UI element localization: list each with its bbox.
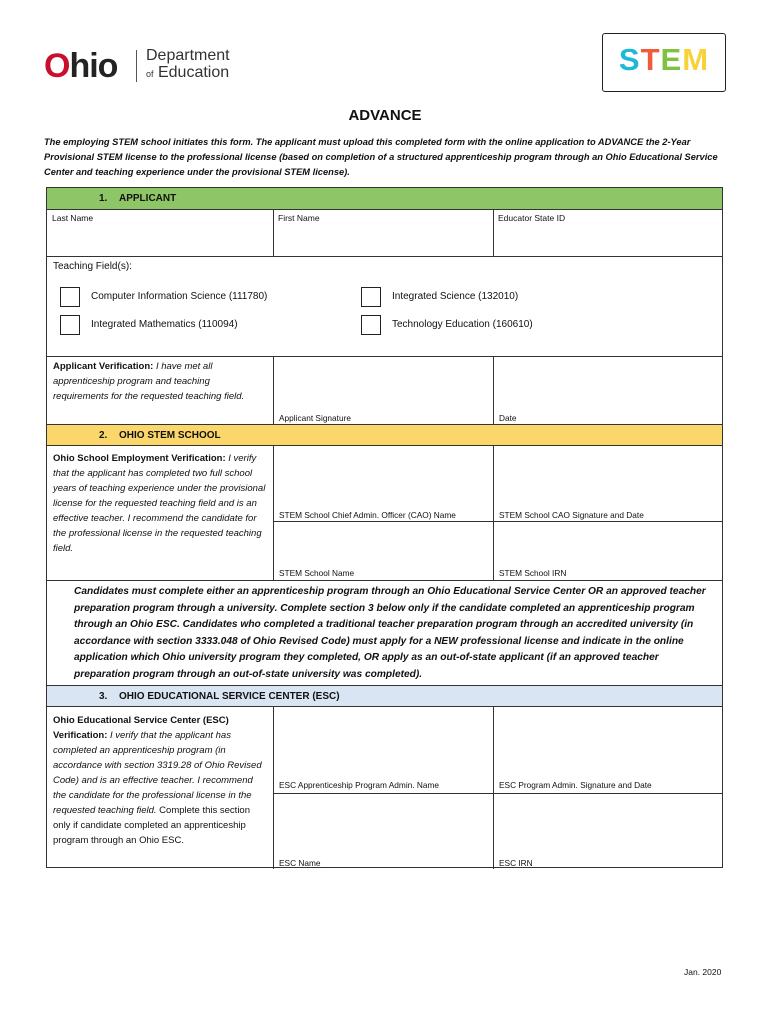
applicant-date-field[interactable] (494, 357, 723, 424)
stem-logo (602, 33, 726, 92)
logo-ohio-text (44, 46, 117, 86)
section1-title: APPLICANT (119, 193, 177, 204)
stem-letter-s: S (618, 42, 641, 77)
esc-verification-tail: Complete this section only if candidate completed an apprenticeship program through an Ohio ESC. (53, 805, 250, 846)
esc-name-label: ESC Name (279, 858, 321, 868)
logo-of: of (146, 69, 154, 79)
teaching-fields-label: Teaching Field(s): (53, 261, 132, 272)
esc-name-field[interactable] (274, 794, 493, 868)
field-label-integrated-mathematics: Integrated Mathematics (110094) (91, 319, 238, 330)
logo-dept-line1: Department (146, 47, 230, 64)
esc-admin-signature-label: ESC Program Admin. Signature and Date (499, 780, 652, 790)
divider (47, 580, 722, 581)
section2-header (47, 424, 722, 446)
esc-admin-name-label: ESC Apprenticeship Program Admin. Name (279, 780, 440, 790)
field-label-integrated-science: Integrated Science (132010) (392, 291, 519, 302)
logo-divider (136, 50, 137, 82)
applicant-verification-body: I have met all apprenticeship program and teaching requirements for the requested teaching field. (53, 361, 245, 402)
applicant-verification-text (53, 359, 267, 404)
school-verification-body: I verify that the applicant has completed two full school years of teaching experience under the provisional license for the requested teaching field and is an effective teacher. I recommend the candidate for the professional license in the requested teaching field. (53, 453, 266, 554)
section3-header (47, 685, 722, 707)
logo-education: Education (157, 64, 230, 81)
date-label: Date (499, 413, 517, 423)
stem-letter-m: M (682, 42, 710, 77)
first-name-field[interactable] (274, 210, 493, 256)
section3-number: 3. (99, 691, 108, 702)
checkbox-integrated-science[interactable] (361, 287, 381, 307)
form-table (46, 187, 723, 868)
esc-irn-field[interactable] (494, 794, 723, 868)
logo-ohio-o: O (44, 47, 70, 85)
checkbox-computer-information-science[interactable] (60, 287, 80, 307)
logo-department-text (146, 47, 230, 83)
educator-id-label: Educator State ID (498, 213, 566, 223)
esc-verification-body: I verify that the applicant has completed an apprenticeship program (in accordance with section 3319.28 of Ohio Revised Code) and is an effective teacher. I recommend the candidate for the professional license in the requested teaching field. (53, 730, 262, 816)
first-name-label: First Name (278, 213, 320, 223)
field-label-computer-information-science: Computer Information Science (111780) (91, 291, 268, 302)
logo-dept-line2 (146, 64, 230, 83)
section2-number: 2. (99, 430, 108, 441)
stem-letter-t: T (640, 42, 661, 77)
cao-signature-label: STEM School CAO Signature and Date (499, 510, 644, 520)
checkbox-technology-education[interactable] (361, 315, 381, 335)
page-title: ADVANCE (348, 107, 422, 124)
educator-id-field[interactable] (494, 210, 723, 256)
esc-verification-text (53, 713, 267, 848)
esc-irn-label: ESC IRN (499, 858, 533, 868)
section1-number: 1. (99, 193, 108, 204)
school-name-label: STEM School Name (279, 568, 355, 578)
ohio-doe-logo (44, 46, 264, 86)
applicant-verification-title: Applicant Verification: (53, 361, 154, 372)
school-verification-text (53, 451, 269, 556)
school-irn-label: STEM School IRN (499, 568, 567, 578)
last-name-field[interactable] (47, 210, 273, 256)
candidate-note: Candidates must complete either an apprenticeship program through an Ohio Educational Service Center OR an approved teacher preparation program through a university. Complete section 3 below only if the candidate completed an apprenticeship program through an Ohio ESC. Candidates who completed a traditional teacher preparation program through an accredited university (in accordance with section 3333.048 of Ohio Revised Code) must apply for a NEW professional license and indicate in the online application which Ohio university program they completed, OR apply as an out-of-state applicant (if an approved teacher preparation program through an out-of-state university was completed). (74, 586, 706, 680)
applicant-signature-label: Applicant Signature (279, 413, 351, 423)
section3-title: OHIO EDUCATIONAL SERVICE CENTER (ESC) (119, 691, 340, 702)
field-label-technology-education: Technology Education (160610) (392, 319, 533, 330)
intro-text: The employing STEM school initiates this form. The applicant must upload this completed form with the online application to ADVANCE the 2-Year Provisional STEM license to the professional license (based on completion of a structured apprenticeship program through an Ohio Educational Service Center and teaching experience under the provisional STEM license). (44, 137, 718, 177)
school-verification-title: Ohio School Employment Verification: (53, 453, 226, 464)
logo-ohio-rest: hio (69, 47, 118, 85)
cao-name-label: STEM School Chief Admin. Officer (CAO) Name (279, 510, 456, 520)
divider (47, 256, 722, 257)
checkbox-integrated-mathematics[interactable] (60, 315, 80, 335)
last-name-label: Last Name (52, 213, 94, 223)
stem-logo-word (603, 42, 725, 78)
stem-letter-e: E (660, 42, 683, 77)
esc-verification-title: Ohio Educational Service Center (ESC) Verification: (53, 715, 229, 741)
section2-title: OHIO STEM SCHOOL (119, 430, 221, 441)
section1-header (47, 188, 722, 210)
footer-date: Jan. 2020 (684, 967, 722, 977)
